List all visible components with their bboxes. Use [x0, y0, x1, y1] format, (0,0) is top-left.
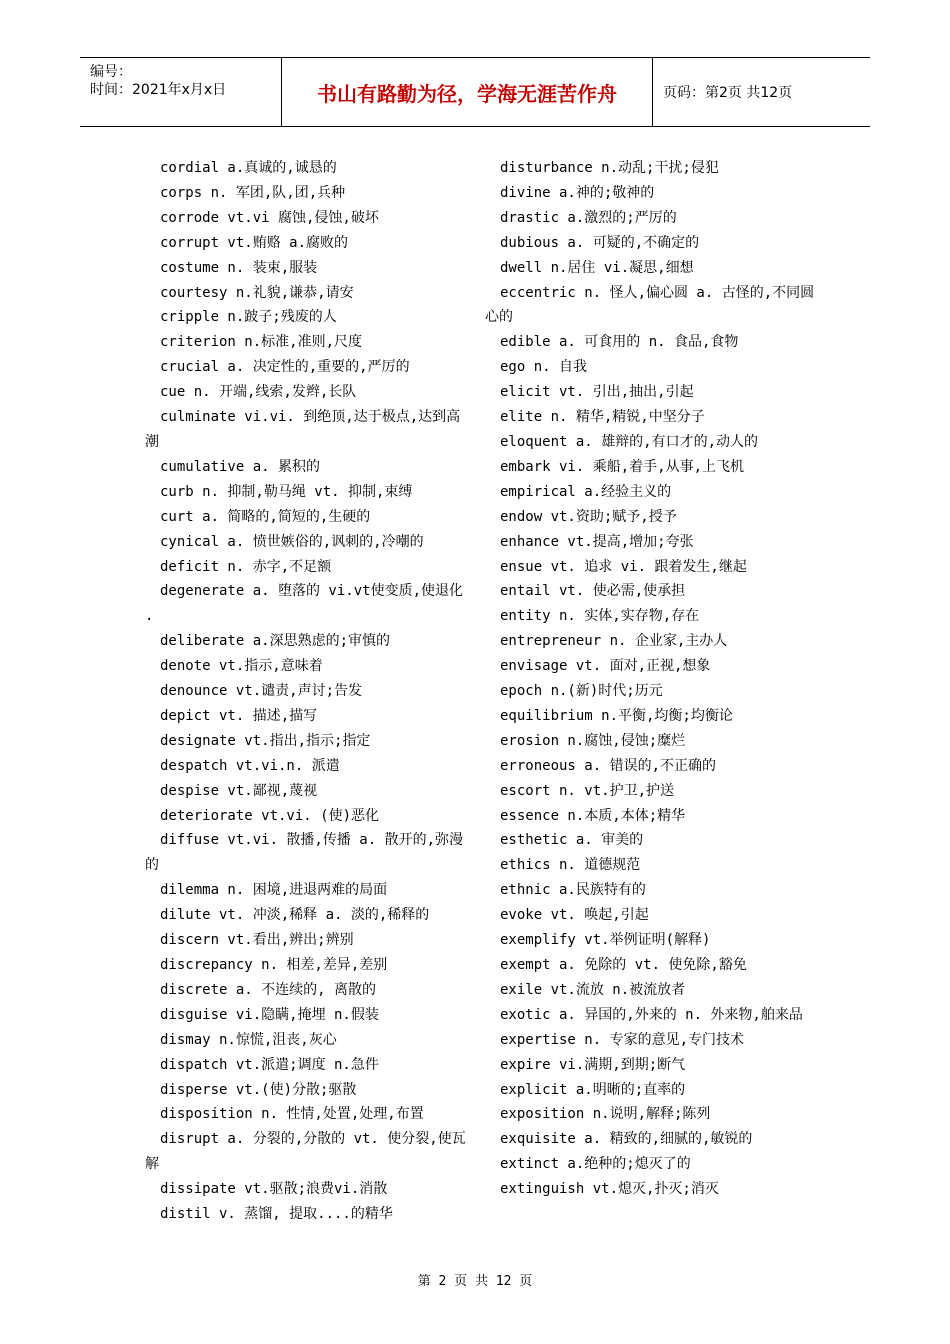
page-header	[80, 57, 870, 127]
vocabulary-entry: dubious a. 可疑的,不确定的	[500, 234, 700, 251]
vocabulary-entry: erosion n.腐蚀,侵蚀;糜烂	[500, 732, 686, 749]
vocabulary-entry: entrepreneur n. 企业家,主办人	[500, 633, 728, 650]
vocabulary-entry: corrupt vt.贿赂 a.腐败的	[160, 234, 349, 251]
vocabulary-entry: eccentric n. 怪人,偏心圆 a. 古怪的,不同圆心的	[485, 284, 815, 326]
vocabulary-entry: costume n. 装束,服装	[160, 259, 318, 276]
vocabulary-entry: essence n.本质,本体;精华	[500, 807, 686, 824]
vocabulary-entry: dilute vt. 冲淡,稀释 a. 淡的,稀释的	[160, 907, 430, 924]
vocabulary-entry: ego n. 自我	[500, 359, 588, 376]
vocabulary-entry: erroneous a. 错误的,不正确的	[500, 757, 717, 774]
vocabulary-entry: cripple n.跛子;残废的人	[160, 309, 337, 326]
vocabulary-entry: cue n. 开端,线索,发辫,长队	[160, 384, 357, 401]
vocabulary-entry: dispatch vt.派遣;调度 n.急件	[160, 1056, 379, 1073]
vocabulary-entry: corps n. 军团,队,团,兵种	[160, 184, 346, 201]
vocabulary-entry: exemplify vt.举例证明(解释)	[500, 932, 711, 949]
vocabulary-entry: disrupt a. 分裂的,分散的 vt. 使分裂,使瓦解	[145, 1131, 466, 1173]
vocabulary-entry: entity n. 实体,实存物,存在	[500, 608, 700, 625]
vocabulary-entry: disturbance n.动乱;干扰;侵犯	[500, 160, 719, 176]
vocabulary-entry: denote vt.指示,意味着	[160, 658, 323, 675]
vocabulary-entry: exotic a. 异国的,外来的 n. 外来物,舶来品	[500, 1006, 803, 1023]
vocabulary-entry: disperse vt.(使)分散;驱散	[160, 1081, 357, 1098]
vocabulary-entry: curt a. 简略的,简短的,生硬的	[160, 508, 371, 525]
vocabulary-entry: curb n. 抑制,勒马绳 vt. 抑制,束缚	[160, 483, 413, 500]
vocabulary-entry: exposition n.说明,解释;陈列	[500, 1106, 711, 1123]
header-motto: 书山有路勤为径，学海无涯苦作舟	[281, 58, 653, 126]
vocabulary-entry: distil v. 蒸馏, 提取....的精华	[160, 1206, 393, 1223]
vocabulary-entry: embark vi. 乘船,着手,从事,上飞机	[500, 458, 745, 475]
vocabulary-entry: envisage vt. 面对,正视,想象	[500, 658, 711, 675]
vocabulary-entry: discrepancy n. 相差,差异,差别	[160, 957, 388, 973]
vocabulary-entry: deficit n. 赤字,不足额	[160, 558, 332, 575]
document-number-label: 编号：	[90, 64, 132, 80]
left-vocabulary-column	[145, 156, 470, 1227]
page-footer: 第 2 页 共 12 页	[417, 1274, 533, 1289]
header-meta	[80, 58, 281, 126]
vocabulary-entry: exquisite a. 精致的,细腻的,敏锐的	[500, 1131, 753, 1148]
vocabulary-entry: degenerate a. 堕落的 vi.vt使变质,使退化 .	[145, 583, 464, 625]
vocabulary-entry: cumulative a. 累积的	[160, 458, 321, 475]
vocabulary-entry: divine a.神的;敬神的	[500, 184, 655, 201]
vocabulary-entry: despise vt.鄙视,蔑视	[160, 782, 318, 799]
vocabulary-entry: disguise vi.隐瞒,掩埋 n.假装	[160, 1006, 379, 1023]
vocabulary-entry: disposition n. 性情,处置,处理,布置	[160, 1106, 424, 1123]
vocabulary-entry: deliberate a.深思熟虑的;审慎的	[160, 633, 391, 650]
vocabulary-entry: ensue vt. 追求 vi. 跟着发生,继起	[500, 558, 747, 575]
vocabulary-entry: despatch vt.vi.n. 派遣	[160, 757, 340, 774]
vocabulary-entry: elicit vt. 引出,抽出,引起	[500, 384, 694, 401]
vocabulary-entry: designate vt.指出,指示;指定	[160, 732, 371, 749]
vocabulary-entry: ethnic a.民族特有的	[500, 882, 646, 899]
vocabulary-entry: exempt a. 免除的 vt. 使免除,豁免	[500, 957, 747, 973]
vocabulary-entry: endow vt.资助;赋予,授予	[500, 508, 677, 525]
vocabulary-entry: deteriorate vt.vi. (使)恶化	[160, 807, 380, 824]
vocabulary-entry: diffuse vt.vi. 散播,传播 a. 散开的,弥漫的	[145, 832, 464, 874]
vocabulary-entry: expire vi.满期,到期;断气	[500, 1056, 686, 1073]
right-vocabulary-column	[485, 156, 825, 1202]
vocabulary-entry: culminate vi.vi. 到绝顶,达于极点,达到高潮	[145, 409, 461, 450]
document-time-label: 时间：2021年x月x日	[90, 82, 227, 98]
vocabulary-entry: dwell n.居住 vi.凝思,细想	[500, 259, 694, 276]
vocabulary-entry: equilibrium n.平衡,均衡;均衡论	[500, 707, 733, 724]
vocabulary-entry: eloquent a. 雄辩的,有口才的,动人的	[500, 433, 759, 450]
vocabulary-entry: extinguish vt.熄灭,扑灭;消灭	[500, 1181, 719, 1198]
vocabulary-entry: exile vt.流放 n.被流放者	[500, 981, 686, 998]
vocabulary-entry: courtesy n.礼貌,谦恭,请安	[160, 284, 354, 301]
vocabulary-entry: denounce vt.谴责,声讨;告发	[160, 683, 363, 700]
vocabulary-entry: depict vt. 描述,描写	[160, 707, 318, 724]
vocabulary-entry: cynical a. 愤世嫉俗的,讽刺的,冷嘲的	[160, 533, 424, 550]
header-page-info: 页码：第2页 共12页	[663, 85, 793, 101]
vocabulary-entry: elite n. 精华,精锐,中坚分子	[500, 409, 705, 426]
vocabulary-entry: enhance vt.提高,增加;夸张	[500, 533, 694, 550]
vocabulary-entry: esthetic a. 审美的	[500, 832, 644, 849]
vocabulary-entry: cordial a.真诚的,诚恳的	[160, 160, 337, 176]
vocabulary-entry: dismay n.惊慌,沮丧,灰心	[160, 1031, 337, 1048]
vocabulary-entry: edible a. 可食用的 n. 食品,食物	[500, 334, 739, 351]
vocabulary-entry: corrode vt.vi 腐蚀,侵蚀,破坏	[160, 209, 379, 226]
vocabulary-entry: crucial a. 决定性的,重要的,严厉的	[160, 359, 410, 376]
vocabulary-entry: ethics n. 道德规范	[500, 857, 641, 874]
vocabulary-entry: dilemma n. 困境,进退两难的局面	[160, 882, 388, 899]
vocabulary-entry: epoch n.(新)时代;历元	[500, 683, 663, 700]
vocabulary-entry: entail vt. 使必需,使承担	[500, 583, 686, 600]
vocabulary-entry: drastic a.激烈的;严厉的	[500, 209, 677, 226]
vocabulary-entry: discrete a. 不连续的, 离散的	[160, 981, 377, 998]
vocabulary-entry: extinct a.绝种的;熄灭了的	[500, 1156, 691, 1173]
vocabulary-entry: criterion n.标准,准则,尺度	[160, 334, 363, 351]
vocabulary-entry: evoke vt. 唤起,引起	[500, 907, 649, 924]
vocabulary-entry: expertise n. 专家的意见,专门技术	[500, 1031, 745, 1048]
vocabulary-entry: dissipate vt.驱散;浪费vi.消散	[160, 1181, 388, 1198]
vocabulary-entry: explicit a.明晰的;直率的	[500, 1081, 686, 1098]
vocabulary-entry: empirical a.经验主义的	[500, 483, 672, 500]
vocabulary-entry: discern vt.看出,辨出;辨别	[160, 932, 354, 949]
vocabulary-entry: escort n. vt.护卫,护送	[500, 782, 675, 799]
